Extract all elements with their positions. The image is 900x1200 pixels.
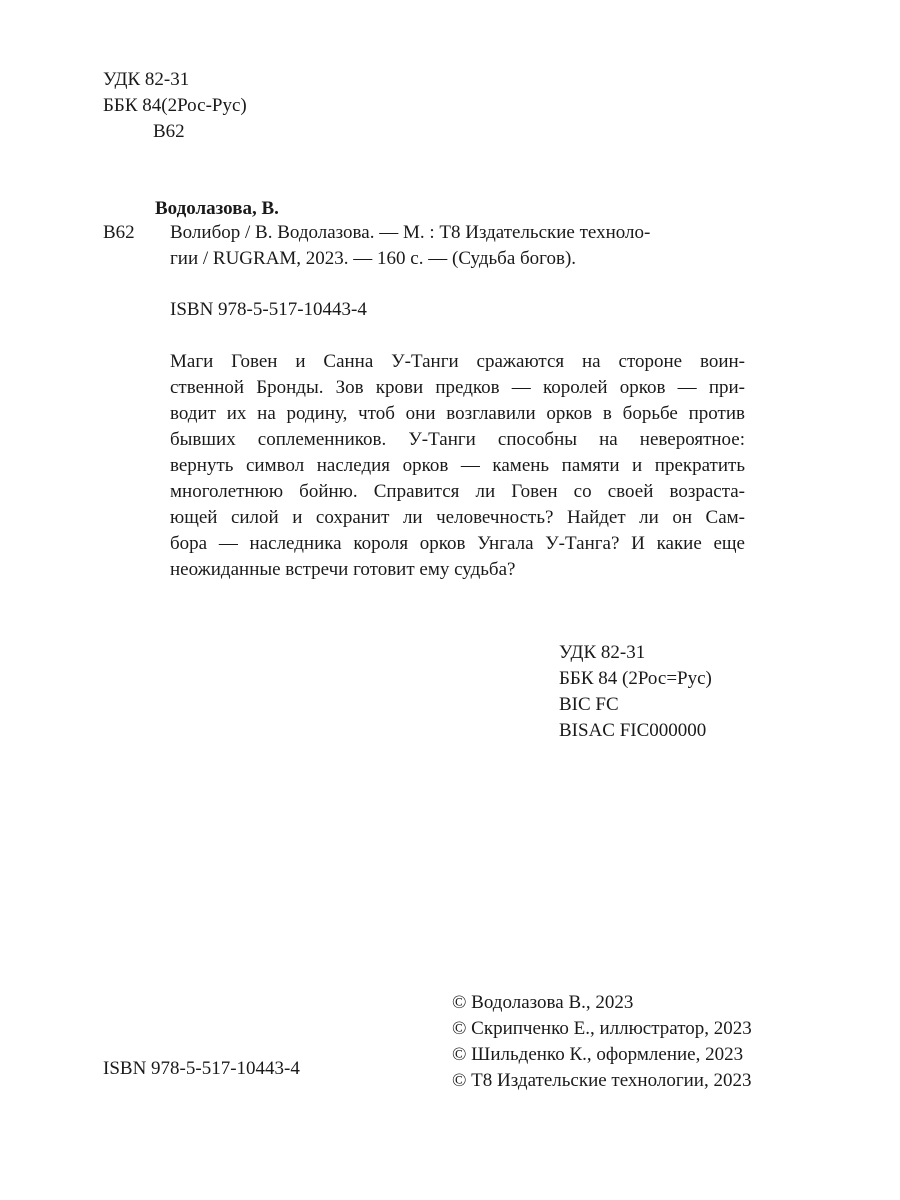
annotation-line: вернуть символ наследия орков — камень памяти и прекратить [170,455,745,476]
author-heading: Водолазова, В. [155,198,279,219]
annotation-line: Маги Говен и Санна У-Танги сражаются на стороне воин- [170,351,745,372]
author-mark: В62 [153,121,185,142]
udk-code: УДК 82-31 [103,69,190,90]
bisac-code: BISAC FIC000000 [559,720,707,741]
copyright-line: © Водолазова В., 2023 [452,992,634,1013]
isbn-footer: ISBN 978-5-517-10443-4 [103,1058,300,1079]
copyright-block [452,990,752,1094]
bbk-code: ББК 84(2Рос-Рус) [103,95,247,116]
annotation-line: ющей силой и сохранит ли человечность? Найдет ли он Сам- [170,507,745,528]
copyright-line: © Т8 Издательские технологии, 2023 [452,1070,752,1091]
biblio-line: Волибор / В. Водолазова. — М. : Т8 Издательские техноло- [170,222,651,243]
annotation [170,349,745,583]
copyright-line: © Скрипченко Е., иллюстратор, 2023 [452,1018,752,1039]
copyright-line: © Шильденко К., оформление, 2023 [452,1044,744,1065]
annotation-line: водит их на родину, чтоб они возглавили орков в борьбе против [170,403,745,424]
isbn-record: ISBN 978-5-517-10443-4 [170,299,367,320]
annotation-line: многолетнюю бойню. Справится ли Говен со своей возраста- [170,481,745,502]
header-classification-codes [103,67,247,145]
bibliographic-description [170,220,745,272]
udk-code: УДК 82-31 [559,642,646,663]
bbk-code: ББК 84 (2Рос=Рус) [559,668,712,689]
annotation-line: неожиданные встречи готовит ему судьба? [170,559,516,580]
annotation-line: бора — наследника короля орков Унгала У-Танга? И какие еще [170,533,745,554]
classification-block [559,640,712,744]
annotation-line: бывших соплеменников. У-Танги способны на невероятное: [170,429,745,450]
annotation-line: ственной Бронды. Зов крови предков — королей орков — при- [170,377,745,398]
bic-code: BIC FC [559,694,619,715]
record-author-mark: В62 [103,222,135,243]
biblio-line: гии / RUGRAM, 2023. — 160 с. — (Судьба богов). [170,248,577,269]
